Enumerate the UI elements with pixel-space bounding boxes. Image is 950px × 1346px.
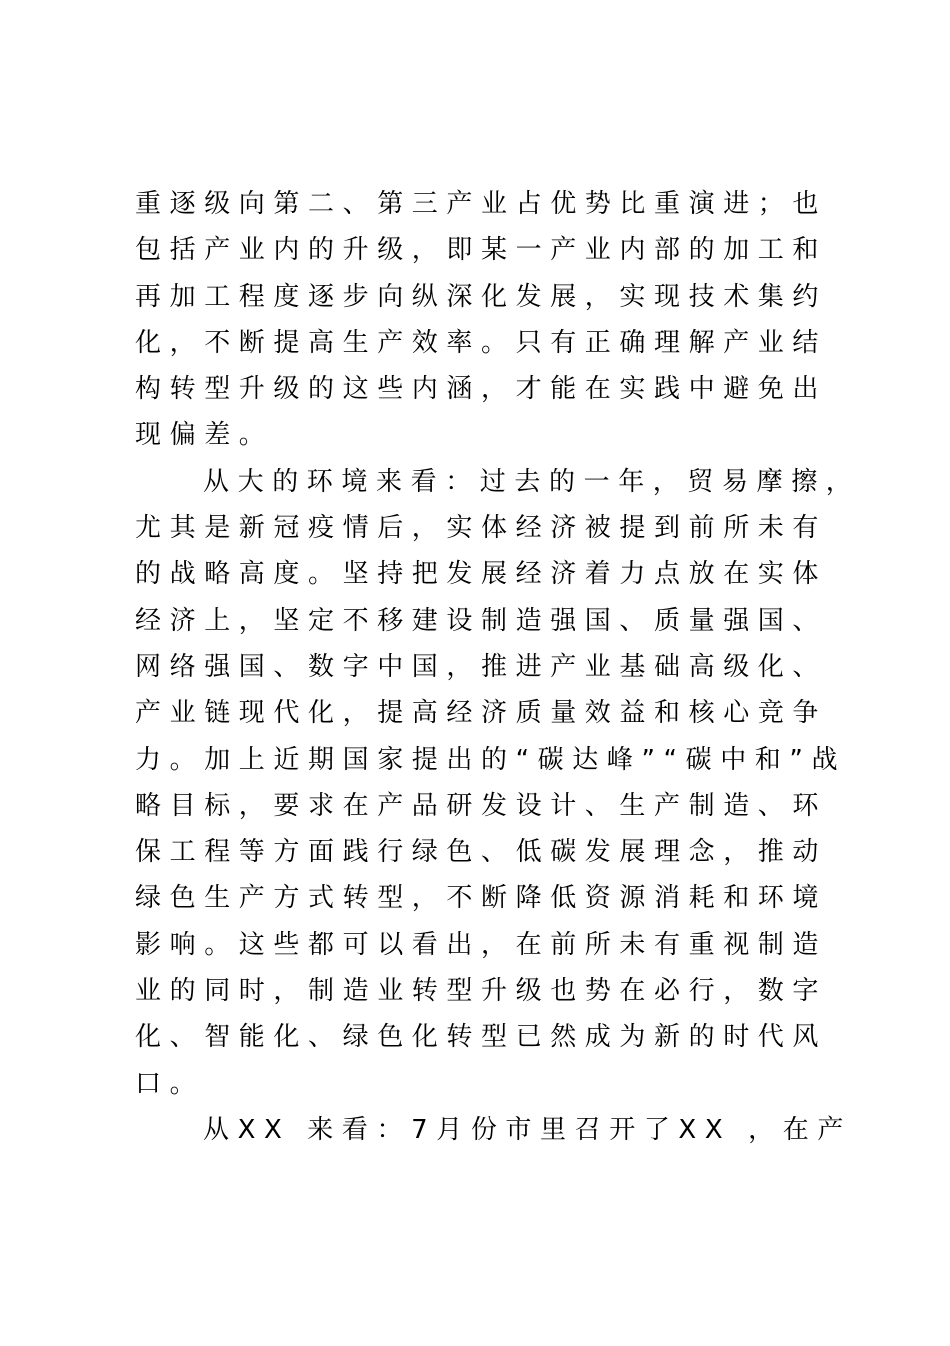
text-line: 的战略高度。坚持把发展经济着力点放在实体 <box>135 559 828 590</box>
text-line: 略目标，要求在产品研发设计、生产制造、环 <box>135 790 828 821</box>
body-text <box>135 181 861 1153</box>
text-line: 化、智能化、绿色化转型已然成为新的时代风 <box>135 1022 828 1053</box>
text-line: 口。 <box>135 1068 205 1099</box>
text-line: 经济上，坚定不移建设制造强国、质量强国、 <box>135 605 828 636</box>
text-line: 现偏差。 <box>135 420 274 451</box>
text-line: 业的同时，制造业转型升级也势在必行，数字 <box>135 976 828 1007</box>
text-line: 产业链现代化，提高经济质量效益和核心竞争 <box>135 698 828 729</box>
text-line: 化，不断提高生产效率。只有正确理解产业结 <box>135 327 828 358</box>
text-line: 力。加上近期国家提出的“碳达峰”“碳中和”战 <box>135 744 847 775</box>
text-line: 构转型升级的这些内涵，才能在实践中避免出 <box>135 374 828 405</box>
text-line: 绿色生产方式转型，不断降低资源消耗和环境 <box>135 883 828 914</box>
text-line: 再加工程度逐步向纵深化发展，实现技术集约 <box>135 281 828 312</box>
text-line: 重逐级向第二、第三产业占优势比重演进；也 <box>135 189 828 219</box>
text-line: 影响。这些都可以看出，在前所未有重视制造 <box>135 929 828 960</box>
paragraph-start-line: 从XX 来看：7月份市里召开了XX ，在产 <box>203 1114 852 1145</box>
text-line: 保工程等方面践行绿色、低碳发展理念，推动 <box>135 837 828 868</box>
text-line: 网络强国、数字中国，推进产业基础高级化、 <box>135 651 828 682</box>
paragraph-start-line: 从大的环境来看：过去的一年，贸易摩擦， <box>203 466 861 497</box>
text-line: 包括产业内的升级，即某一产业内部的加工和 <box>135 235 828 266</box>
text-line: 尤其是新冠疫情后，实体经济被提到前所未有 <box>135 513 828 544</box>
